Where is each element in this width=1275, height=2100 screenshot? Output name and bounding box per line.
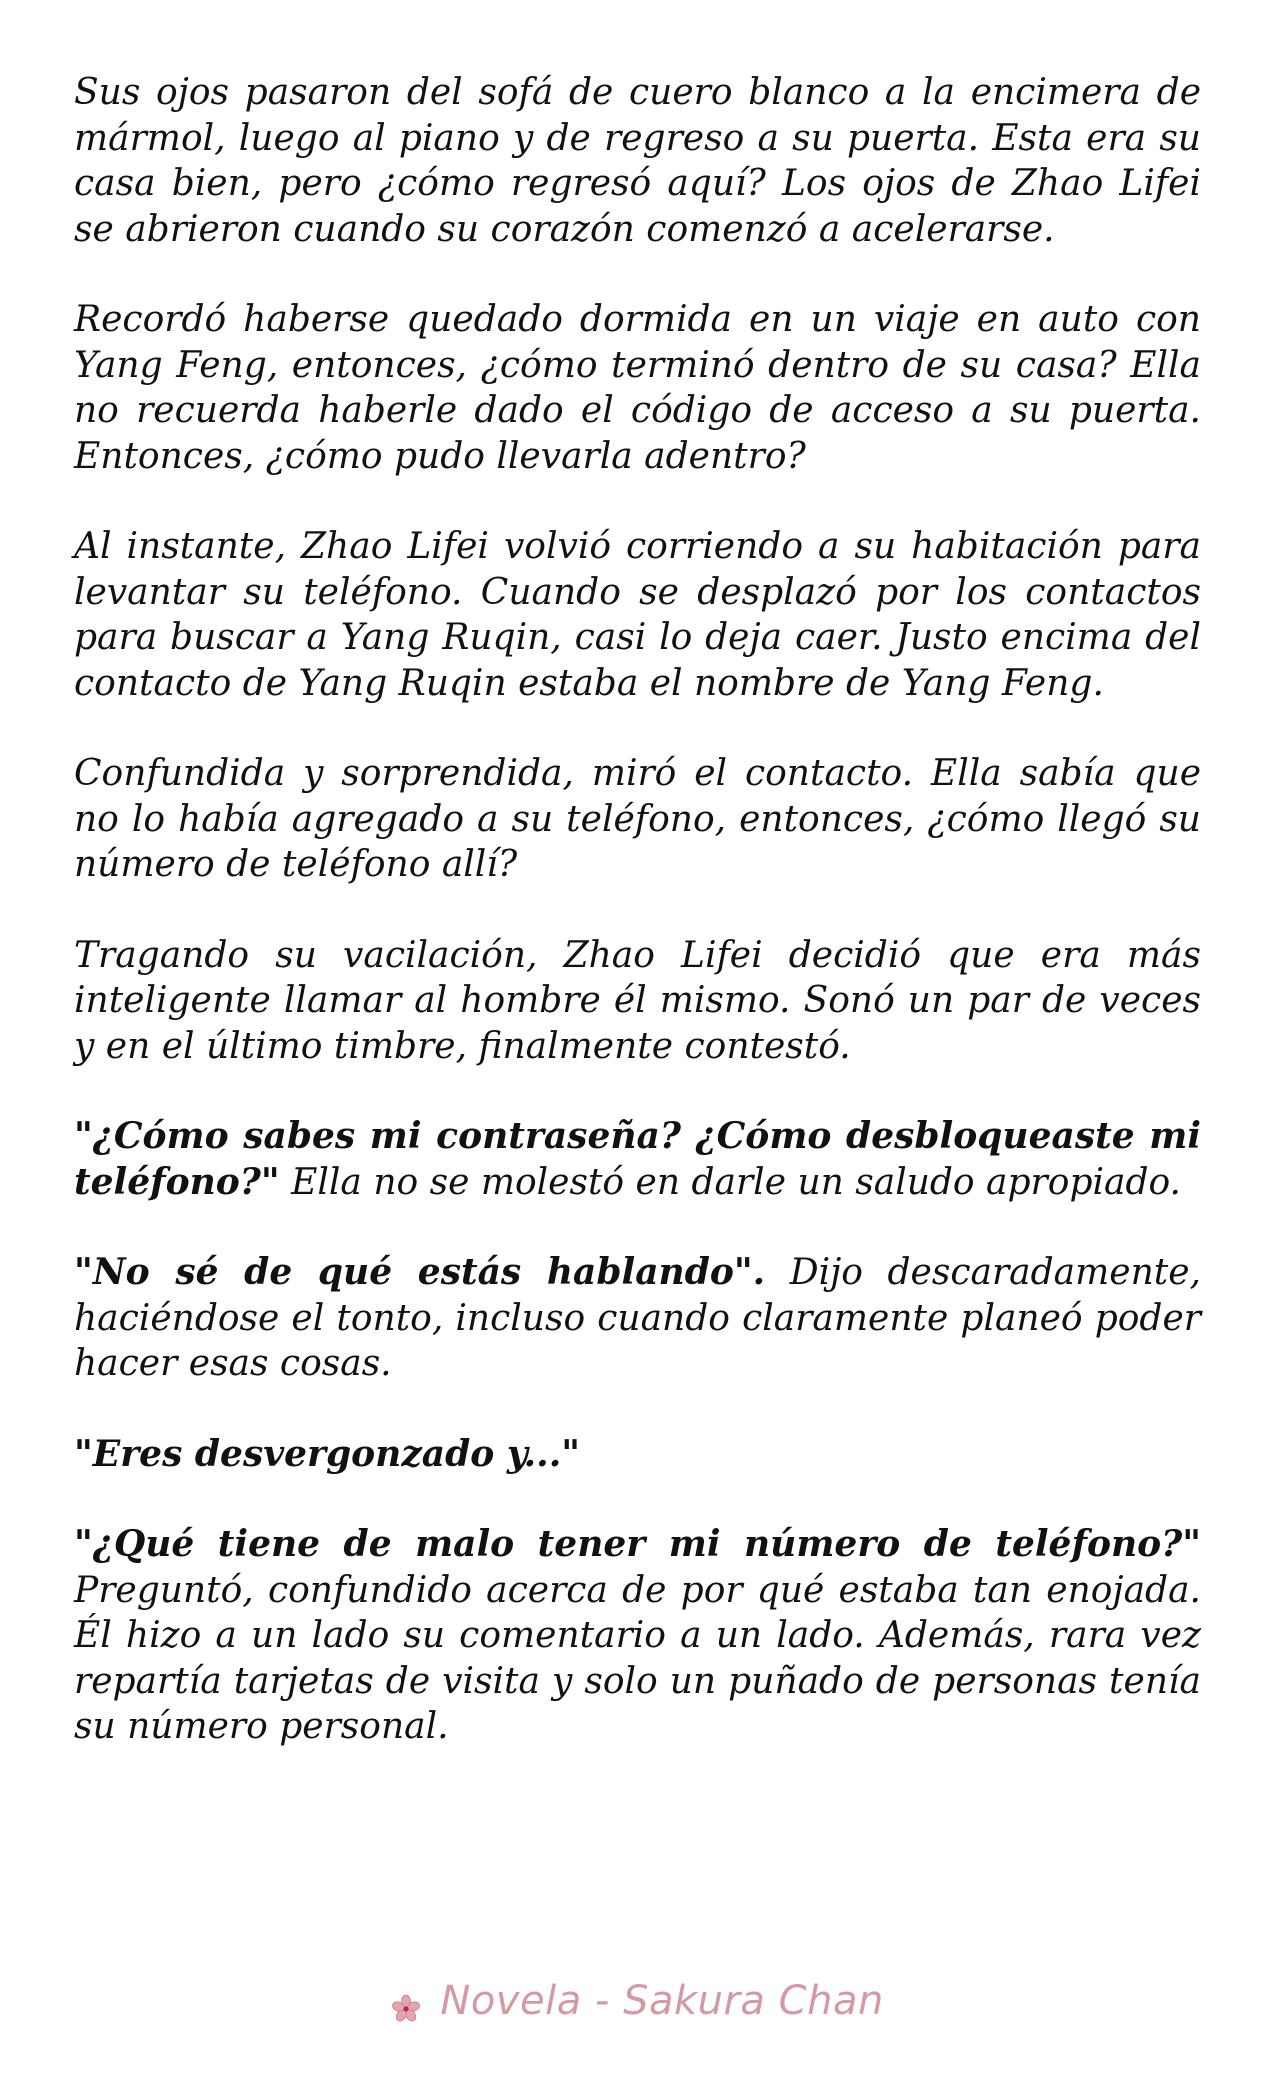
dialog-speech: "No sé de qué estás hablando".: [74, 1251, 766, 1293]
paragraph-2: Recordó haberse quedado dormida en un viaje en auto con Yang Feng, entonces, ¿cómo terminó dentro de su casa? Ella no recuerda haberle dado el código de acceso a su puerta. Entonces, ¿cómo pudo llevarla adentro?: [74, 299, 1201, 477]
document-body: [74, 70, 1201, 1795]
dialog-narration: Ella no se molestó en darle un saludo apropiado.: [279, 1161, 1181, 1203]
paragraph-4: Confundida y sorprendida, miró el contacto. Ella sabía que no lo había agregado a su teléfono, entonces, ¿cómo llegó su número de teléfono allí?: [74, 753, 1201, 885]
watermark: [0, 1978, 1275, 2024]
paragraph-3: Al instante, Zhao Lifei volvió corriendo a su habitación para levantar su teléfono. Cuando se desplazó por los contactos para buscar a Yang Ruqin, casi lo deja caer. Justo encima del contacto de Yang Ruqin estaba el nombre de Yang Feng.: [74, 526, 1201, 704]
dialog-speech: "Eres desvergonzado y...": [74, 1432, 580, 1475]
dialog-paragraph-2: [74, 1250, 1201, 1387]
dialog-speech: "¿Qué tiene de malo tener mi número de teléfono?": [74, 1523, 1201, 1565]
dialog-paragraph-1: [74, 1114, 1201, 1205]
dialog-narration: Dijo descaradamente, haciéndose el tonto, incluso cuando claramente planeó poder hacer esas cosas.: [74, 1252, 1201, 1384]
paragraph-5: Tragando su vacilación, Zhao Lifei decidió que era más inteligente llamar al hombre él mismo. Sonó un par de veces y en el último timbre, finalmente contestó.: [74, 934, 1201, 1067]
dialog-paragraph-3: [74, 1432, 1201, 1478]
dialog-speech: "¿Cómo sabes mi contraseña? ¿Cómo desbloqueaste mi teléfono?": [74, 1115, 1201, 1203]
paragraph-1: Sus ojos pasaron del sofá de cuero blanco a la encimera de mármol, luego al piano y de regreso a su puerta. Esta era su casa bien, pero ¿cómo regresó aquí? Los ojos de Zhao Lifei se abrieron cuando su corazón comenzó a acelerarse.: [74, 72, 1201, 250]
dialog-narration: Preguntó, confundido acerca de por qué estaba tan enojada. Él hizo a un lado su comentario a un lado. Además, rara vez repartía tarjetas de visita y solo un puñado de personas tenía su número personal.: [74, 1569, 1201, 1747]
sakura-flower-icon: [391, 1988, 421, 2018]
watermark-text: Novela - Sakura Chan: [440, 1978, 884, 2024]
dialog-paragraph-4: [74, 1522, 1201, 1750]
